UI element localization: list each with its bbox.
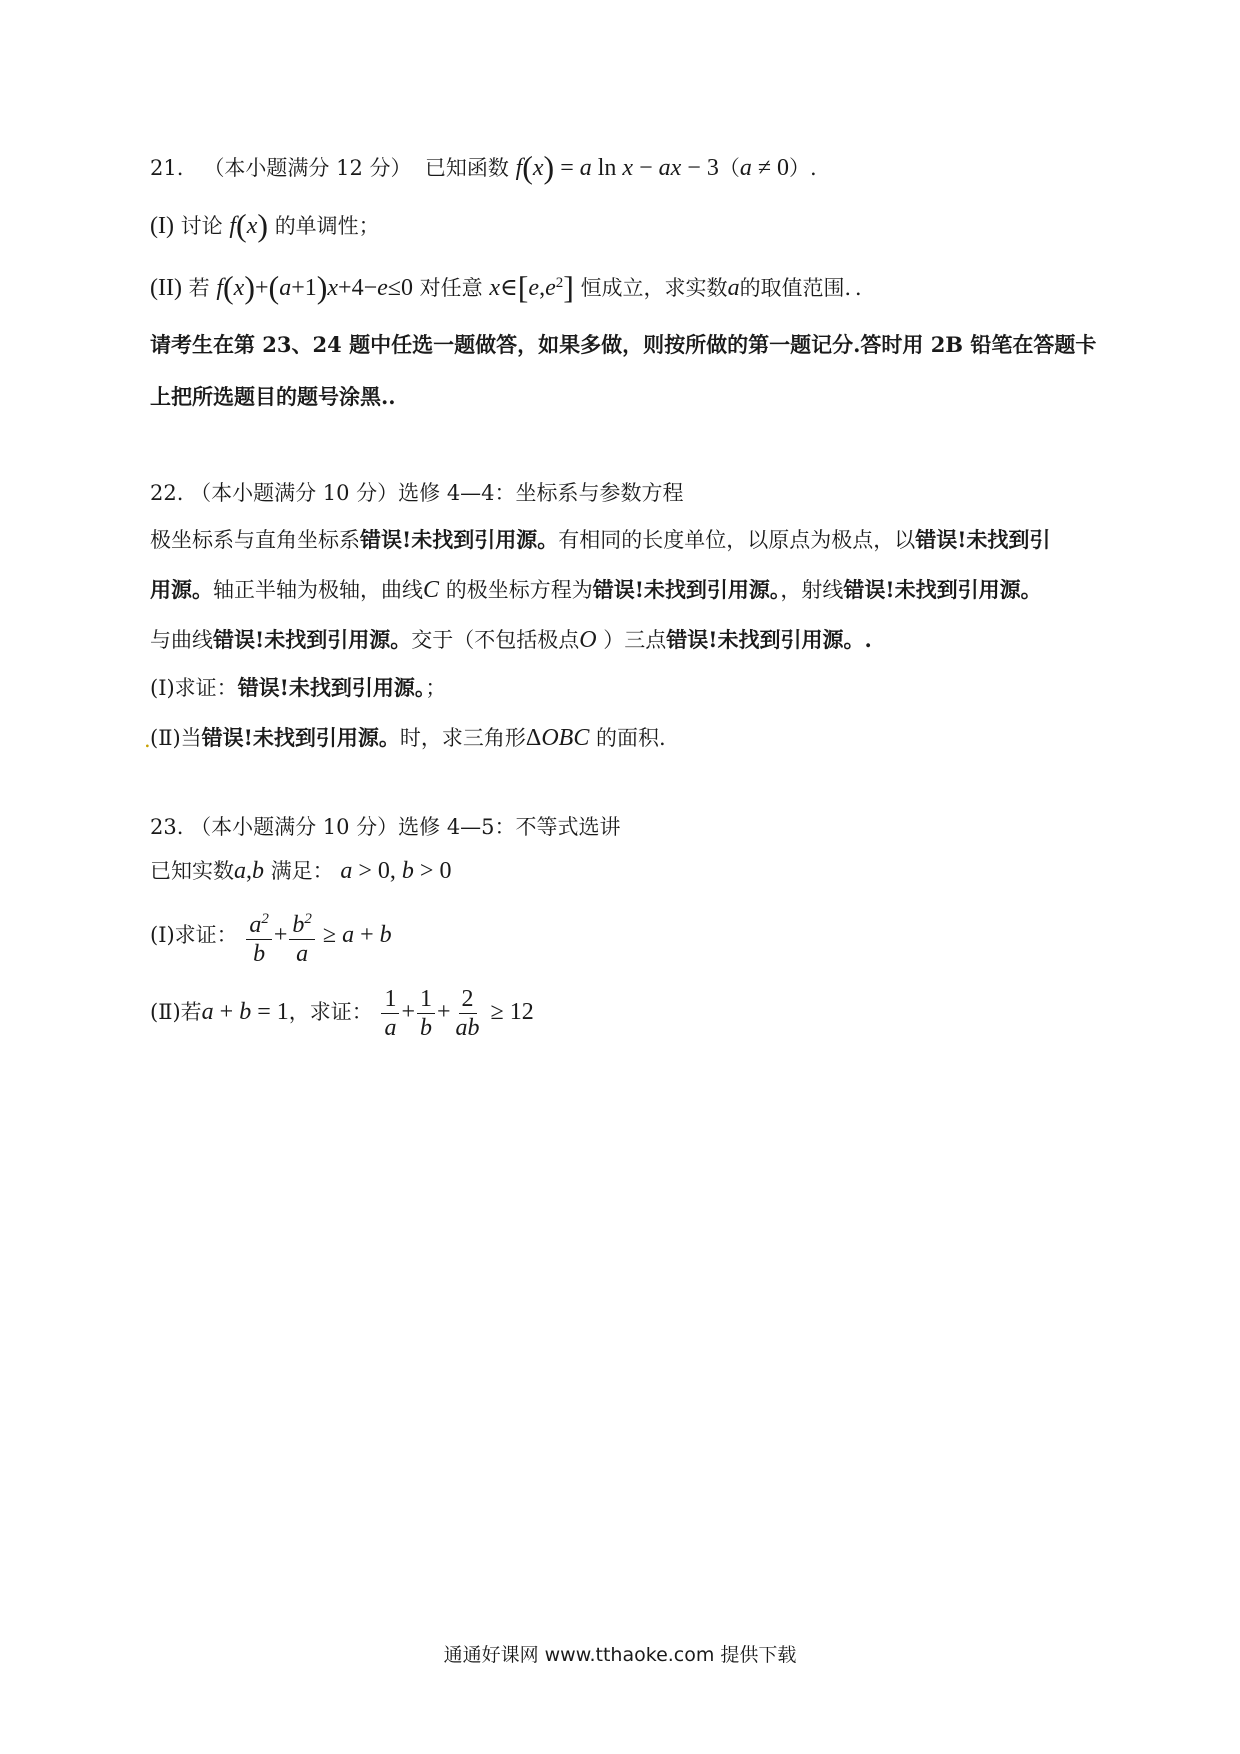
q22-title: 22. （本小题满分 10 分）选修 4—4：坐标系与参数方程 <box>150 481 684 505</box>
q22-l2-b: 轴正半轴为极轴，曲线 <box>213 578 423 602</box>
fraction-b2-over-a: $\frac{b^2}{a}$ <box>289 905 315 968</box>
q22-error-ref: 错误!未找到引用源。 <box>592 577 781 602</box>
q23-part1: (Ⅰ)求证： $\frac{a^2}{b}$ + $\frac{b^2}{a}$ ≥ a + b <box>150 905 392 968</box>
q21-part2-label: (II) <box>150 275 182 301</box>
q21-part1-suffix: 的单调性； <box>274 214 380 238</box>
fraction-1-over-b: $\frac{1}{b}$ <box>417 985 435 1042</box>
q22-part2-mid: 时，求三角形 <box>399 726 526 750</box>
q22-line2: 用源。轴正半轴为极轴，曲线C 的极坐标方程为错误!未找到引用源。，射线错误!未找到引用源。 <box>150 577 1042 603</box>
q22-error-ref: 错误!未找到引用源。 <box>666 627 865 652</box>
q23-intro-suffix: 满足： <box>270 859 334 883</box>
q22-l2-d: ，射线 <box>780 578 844 602</box>
q21-part2-text1: 若 <box>188 276 210 300</box>
instruction-line1: 请考生在第 23、24 题中任选一题做答，如果多做，则按所做的第一题记分.答时用 2B 铅笔在答题卡 <box>150 332 1097 357</box>
q23-intro-text: 已知实数 <box>150 859 234 883</box>
q22-error-ref: 错误!未找到引 <box>915 527 1051 552</box>
q22-error-ref: 错误!未找到引用源。 <box>360 527 559 552</box>
q21-part2: (II) 若 f(x)+(a+1)x+4−e≤0 对任意 $x\in[e,e^2]$ 恒成立，求实数a的取值范围．． <box>150 269 877 305</box>
q23-part2: (Ⅱ)若a + b = 1，求证： $\frac{1}{a}$ + $\frac{1}{b}$ + $\frac{2}{ab}$ ≥ 12 <box>150 986 534 1041</box>
page-footer: 通通好课网 www.tthaoke.com 提供下载 <box>443 1644 797 1666</box>
q22-part1 <box>150 673 446 703</box>
q21-intro: 已知函数 <box>424 156 509 180</box>
q23-part1-label: (Ⅰ)求证： <box>150 923 238 947</box>
q22-l1-a: 极坐标系与直角坐标系 <box>150 528 360 552</box>
q22-line3: 与曲线错误!未找到引用源。交于（不包括极点O ）三点错误!未找到引用源。. <box>150 627 872 653</box>
stray-dot: . <box>144 728 151 752</box>
q22-l3-b: 交于（不包括极点 <box>411 628 580 652</box>
q22-part1-suffix: ； <box>425 676 447 700</box>
q22-l3-c: ）三点 <box>603 628 667 652</box>
q21-number: 21. <box>150 156 184 180</box>
q22-part2: . (Ⅱ)当错误!未找到引用源。时，求三角形ΔOBC 的面积. <box>150 723 666 753</box>
q22-part2-label: (Ⅱ)当 <box>150 726 202 750</box>
fraction-a2-over-b: $\frac{a^2}{b}$ <box>246 905 272 968</box>
fraction-1-over-a: $\frac{1}{a}$ <box>381 985 399 1042</box>
q23-part2-mid: ，求证： <box>288 1000 373 1024</box>
q22-l2-c: 的极坐标方程为 <box>445 578 593 602</box>
q21-part2-text2: 对任意 <box>419 276 483 300</box>
q21-part1: (I) 讨论 f(x) 的单调性； <box>150 207 380 243</box>
q22-error-ref: 错误!未找到引用源。 <box>213 627 412 652</box>
q21-part1-text: 讨论 <box>180 214 223 238</box>
q23-part2-label: (Ⅱ)若 <box>150 1000 202 1024</box>
q22-l1-b: 有相同的长度单位，以原点为极点，以 <box>558 528 916 552</box>
q22-part1-label: (Ⅰ)求证： <box>150 676 238 700</box>
q22-error-ref: 用源。 <box>150 577 213 602</box>
q22-error-ref: 错误!未找到引用源。 <box>843 577 1042 602</box>
q22-line1 <box>150 525 1050 555</box>
q22-l3-a: 与曲线 <box>150 628 213 652</box>
q23-title: 23. （本小题满分 10 分）选修 4—5：不等式选讲 <box>150 815 621 839</box>
q21-part2-text3: 恒成立，求实数 <box>580 276 728 300</box>
fraction-2-over-ab: $\frac{2}{ab}$ <box>455 986 480 1041</box>
q22-l3-d: . <box>864 627 872 652</box>
q21-stem <box>150 149 817 185</box>
q22-part2-suffix: 的面积. <box>596 726 666 750</box>
q21-score: （本小题满分 12 分） <box>203 156 412 180</box>
instruction-line2: 上把所选题目的题号涂黑.. <box>150 384 396 409</box>
q22-error-ref: 错误!未找到引用源。 <box>201 725 400 750</box>
q22-error-ref: 错误!未找到引用源。 <box>237 675 426 700</box>
q23-intro: 已知实数a,b 满足： a > 0, b > 0 <box>150 858 452 884</box>
q21-function: f(x) = a ln x − ax − 3（a ≠ 0）. <box>515 149 817 185</box>
q21-part2-text4: 的取值范围．． <box>739 276 877 300</box>
q21-part1-label: (I) <box>150 213 174 239</box>
